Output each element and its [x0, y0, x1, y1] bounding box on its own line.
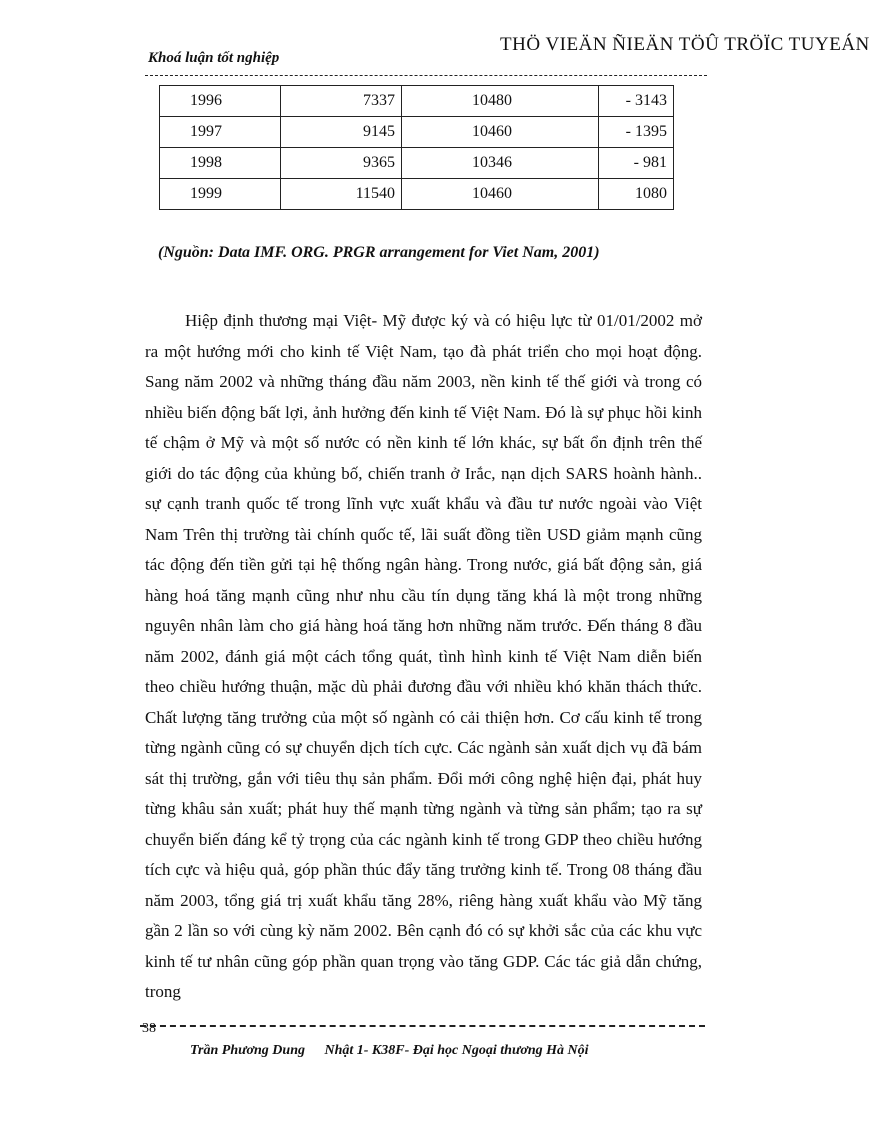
body-text — [145, 306, 702, 1008]
table-cell-balance: 1080 — [599, 179, 674, 210]
footer — [190, 1043, 605, 1059]
header-library-name: THÖ VIEÄN ÑIEÄN TÖÛ TRÖÏC TUYEÁN — [500, 34, 870, 55]
table-cell-year: 1999 — [160, 179, 281, 210]
table-source-caption: (Nguồn: Data IMF. ORG. PRGR arrangement for Viet Nam, 2001) — [158, 244, 600, 261]
table-cell-balance: - 981 — [599, 148, 674, 179]
table-cell: 9145 — [281, 117, 402, 148]
header-title: Khoá luận tốt nghiệp — [148, 50, 280, 66]
table-cell-year: 1996 — [160, 86, 281, 117]
footer-class-school: Nhật 1- K38F- Đại học Ngoại thương Hà Nội — [324, 1043, 589, 1058]
table-row — [160, 117, 674, 148]
table-cell-balance: - 3143 — [599, 86, 674, 117]
footer-author: Trần Phương Dung — [190, 1043, 305, 1058]
table-cell: 9365 — [281, 148, 402, 179]
table-row — [160, 179, 674, 210]
header-divider — [145, 75, 707, 76]
table-cell-balance: - 1395 — [599, 117, 674, 148]
table-cell: 10460 — [402, 117, 599, 148]
table-cell: 10346 — [402, 148, 599, 179]
table-cell-year: 1997 — [160, 117, 281, 148]
footer-divider — [140, 1025, 705, 1027]
table-cell: 10460 — [402, 179, 599, 210]
paragraph: Hiệp định thương mại Việt- Mỹ được ký và có hiệu lực từ 01/01/2002 mở ra một hướng mới cho kinh tế Việt Nam, tạo đà phát triển cho mọi hoạt động. Sang năm 2002 và những tháng đầu năm 2003, nền kinh tế thế giới và trong có nhiều biến động bất lợi, ảnh hưởng đến kinh tế Việt Nam. Đó là sự phục hồi kinh tế chậm ở Mỹ và một số nước có nền kinh tế lớn khác, sự bất ổn định trên thế giới do tác động của khủng bố, chiến tranh ở Irắc, nạn dịch SARS hoành hành.. sự cạnh tranh quốc tế trong lĩnh vực xuất khẩu và đầu tư nước ngoài vào Việt Nam Trên thị trường tài chính quốc tế, lãi suất đồng tiền USD giảm mạnh cũng tác động đến tiền gửi tại hệ thống ngân hàng. Trong nước, giá bất động sản, giá hàng hoá tăng mạnh cũng như nhu cầu tín dụng tăng khá là một trong những nguyên nhân làm cho giá hàng hoá tăng hơn những năm trước. Đến tháng 8 đầu năm 2002, đánh giá một cách tổng quát, tình hình kinh tế Việt Nam diễn biến theo chiều hướng thuận, mặc dù phải đương đầu với nhiều khó khăn thách thức. Chất lượng tăng trưởng của một số ngành có cải thiện hơn. Cơ cấu kinh tế trong từng ngành cũng có sự chuyển dịch tích cực. Các ngành sản xuất dịch vụ đã bám sát thị trường, gắn với tiêu thụ sản phẩm. Đổi mới công nghệ hiện đại, phát huy từng khâu sản xuất; phát huy thế mạnh từng ngành và từng sản phẩm; tạo ra sự chuyển biến đáng kể tỷ trọng của các ngành kinh tế trong GDP theo chiều hướng tích cực và hiệu quả, góp phần thúc đẩy tăng trưởng kinh tế. Trong 08 tháng đầu năm 2003, tổng giá trị xuất khẩu tăng 28%, riêng hàng xuất khẩu vào Mỹ tăng gần 2 lần so với cùng kỳ năm 2002. Bên cạnh đó có sự khởi sắc của các khu vực kinh tế tư nhân cũng góp phần quan trọng vào tăng GDP. Các tác giả dẫn chứng, trong — [145, 311, 702, 1001]
data-table — [159, 85, 674, 210]
page-number: 38 — [142, 1021, 156, 1036]
table-cell: 10480 — [402, 86, 599, 117]
table-row — [160, 86, 674, 117]
table-row — [160, 148, 674, 179]
table-cell-year: 1998 — [160, 148, 281, 179]
table-cell: 7337 — [281, 86, 402, 117]
table-cell: 11540 — [281, 179, 402, 210]
